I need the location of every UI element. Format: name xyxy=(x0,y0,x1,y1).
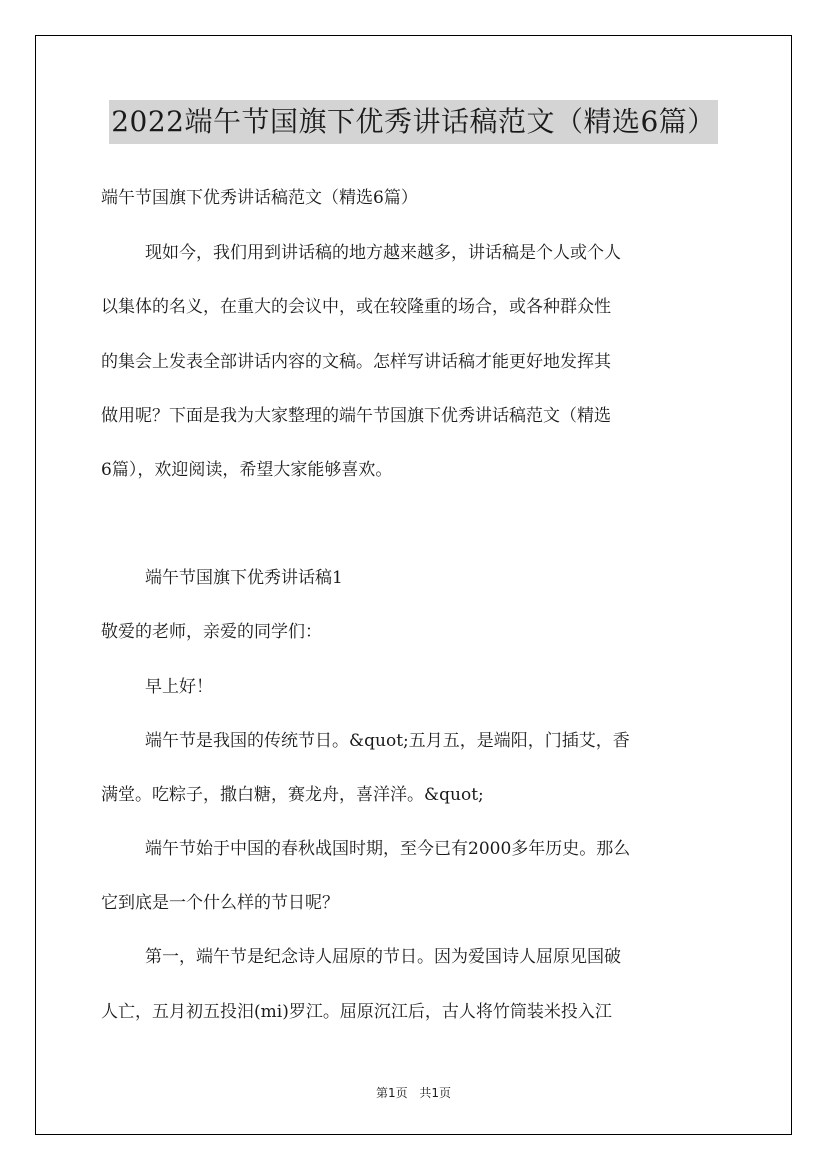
intro-line: 以集体的名义，在重大的会议中，或在较隆重的场合，或各种群众性 xyxy=(101,297,611,317)
document-title: 2022端午节国旗下优秀讲话稿范文（精选6篇） xyxy=(109,100,718,144)
intro-line: 的集会上发表全部讲话内容的文稿。怎样写讲话稿才能更好地发挥其 xyxy=(101,352,611,372)
intro-line: 做用呢？下面是我为大家整理的端午节国旗下优秀讲话稿范文（精选 xyxy=(101,406,611,426)
page-total: 共1页 xyxy=(419,1086,452,1100)
page-number: 第1页 xyxy=(375,1086,408,1100)
section-heading: 端午节国旗下优秀讲话稿1 xyxy=(145,568,343,588)
page-footer xyxy=(0,1084,827,1101)
document-subtitle: 端午节国旗下优秀讲话稿范文（精选6篇） xyxy=(101,188,418,208)
body-line: 第一，端午节是纪念诗人屈原的节日。因为爱国诗人屈原见国破 xyxy=(145,947,621,967)
intro-line: 6篇），欢迎阅读，希望大家能够喜欢。 xyxy=(101,460,393,480)
body-line: 早上好！ xyxy=(145,677,213,697)
body-line: 端午节始于中国的春秋战国时期，至今已有2000多年历史。那么 xyxy=(145,839,631,859)
intro-line: 现如今，我们用到讲话稿的地方越来越多，讲话稿是个人或个人 xyxy=(145,243,621,263)
title-container xyxy=(0,100,827,144)
body-line: 它到底是一个什么样的节日呢？ xyxy=(101,893,339,913)
body-line: 端午节是我国的传统节日。&quot;五月五，是端阳，门插艾，香 xyxy=(145,731,630,751)
body-line: 人亡，五月初五投汨(mi)罗江。屈原沉江后，古人将竹筒装米投入江 xyxy=(101,1002,612,1022)
body-line: 满堂。吃粽子，撒白糖，赛龙舟，喜洋洋。&quot; xyxy=(101,785,484,805)
body-line: 敬爱的老师，亲爱的同学们： xyxy=(101,622,322,642)
